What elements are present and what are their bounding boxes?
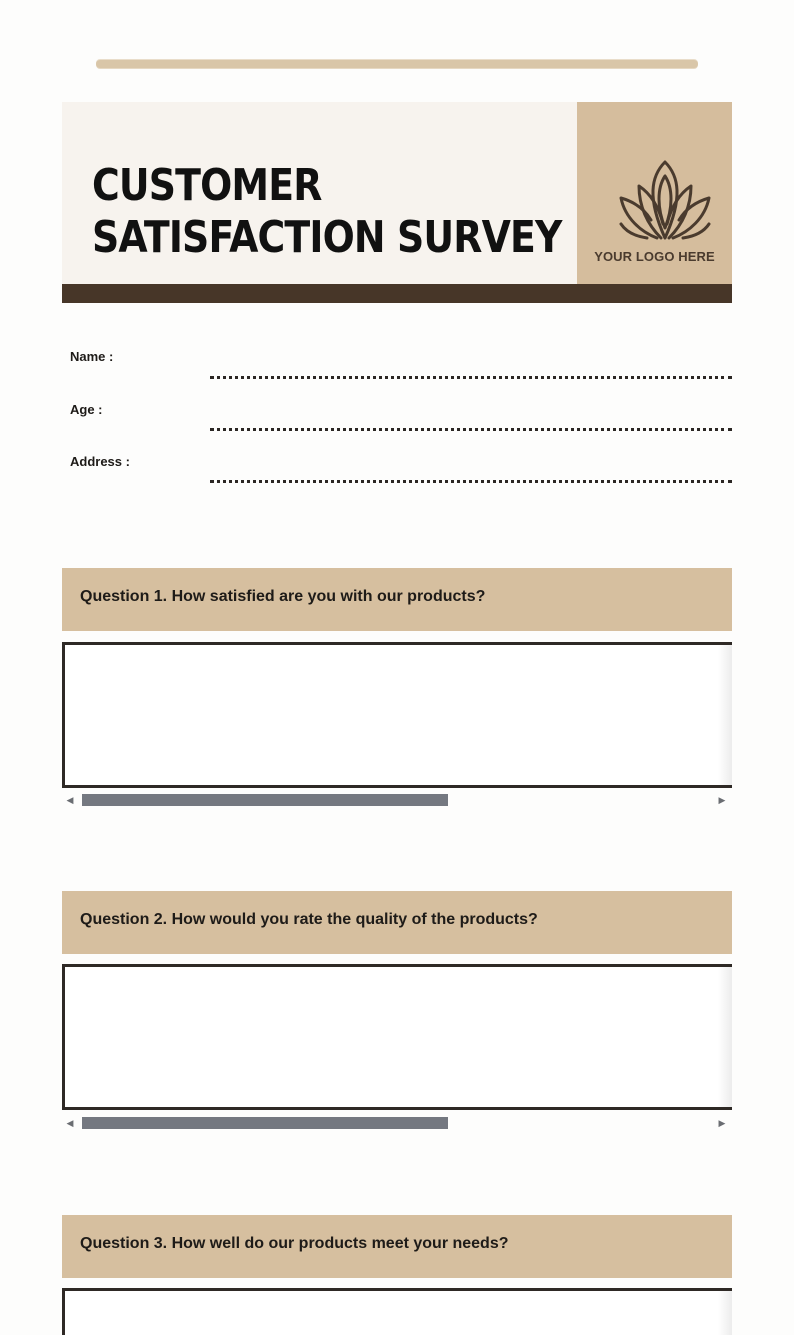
scrollbar-thumb[interactable] xyxy=(82,794,448,806)
question-1-header xyxy=(62,568,732,631)
logo-placeholder-text: YOUR LOGO HERE xyxy=(594,249,715,264)
page-title xyxy=(92,160,562,264)
age-label: Age : xyxy=(70,402,103,417)
decorative-brush-stroke xyxy=(96,60,698,68)
address-label: Address : xyxy=(70,454,130,469)
lotus-icon xyxy=(617,158,713,242)
question-2-scrollbar[interactable] xyxy=(62,1115,732,1131)
question-2-header xyxy=(62,891,732,954)
address-field[interactable] xyxy=(210,480,732,483)
question-3-answer-box[interactable] xyxy=(62,1288,732,1335)
question-3-header xyxy=(62,1215,732,1278)
question-2-answer-box[interactable] xyxy=(62,964,732,1110)
question-1-text: Question 1. How satisfied are you with our products? xyxy=(80,588,486,605)
question-3-text: Question 3. How well do our products meet your needs? xyxy=(80,1235,509,1252)
title-line-2: SATISFACTION SURVEY xyxy=(92,212,562,263)
scrollbar-thumb[interactable] xyxy=(82,1117,448,1129)
header-accent-bar xyxy=(62,284,732,303)
scroll-right-arrow-icon[interactable]: ▶ xyxy=(718,795,726,805)
title-line-1: CUSTOMER xyxy=(92,160,322,211)
question-2-text: Question 2. How would you rate the quality of the products? xyxy=(80,911,538,928)
question-1-scrollbar[interactable] xyxy=(62,792,732,808)
scroll-left-arrow-icon[interactable]: ◀ xyxy=(66,795,74,805)
survey-header xyxy=(62,102,732,284)
scroll-left-arrow-icon[interactable]: ◀ xyxy=(66,1118,74,1128)
name-field[interactable] xyxy=(210,376,732,379)
scroll-right-arrow-icon[interactable]: ▶ xyxy=(718,1118,726,1128)
name-label: Name : xyxy=(70,349,114,364)
logo-placeholder xyxy=(577,102,732,284)
age-field[interactable] xyxy=(210,428,732,431)
question-1-answer-box[interactable] xyxy=(62,642,732,788)
